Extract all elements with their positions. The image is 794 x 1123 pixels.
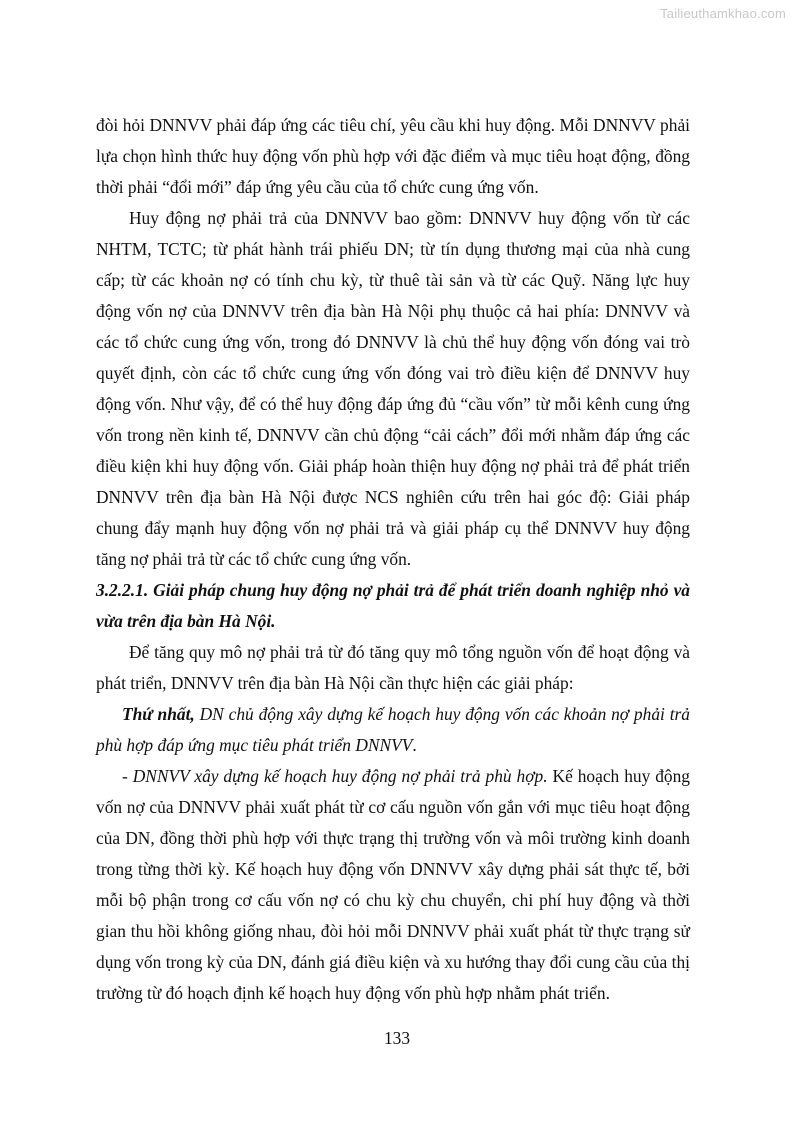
- page-body: [96, 110, 690, 1009]
- page-number: 133: [383, 1028, 411, 1048]
- first-solution-lead: Thứ nhất,: [122, 704, 195, 724]
- paragraph-first-solution: [96, 699, 690, 761]
- first-solution-period: .: [412, 735, 417, 755]
- paragraph-plan-building: [96, 761, 690, 1009]
- section-heading: 3.2.2.1. Giải pháp chung huy động nợ phải trả để phát triển doanh nghiệp nhỏ và vừa trên địa bàn Hà Nội.: [96, 580, 690, 631]
- paragraph-continuation: đòi hỏi DNNVV phải đáp ứng các tiêu chí, yêu cầu khi huy động. Mỗi DNNVV phải lựa chọn hình thức huy động vốn phù hợp với đặc điểm và mục tiêu hoạt động, đồng thời phải “đổi mới” đáp ứng yêu cầu của tổ chức cung ứng vốn.: [96, 115, 690, 197]
- paragraph-debt-mobilization: Huy động nợ phải trả của DNNVV bao gồm: DNNVV huy động vốn từ các NHTM, TCTC; từ phát hành trái phiếu DN; từ tín dụng thương mại của nhà cung cấp; từ các khoản nợ có tính chu kỳ, từ thuê tài sản và từ các Quỹ. Năng lực huy động vốn nợ của DNNVV trên địa bàn Hà Nội phụ thuộc cả hai phía: DNNVV và các tổ chức cung ứng vốn, trong đó DNNVV là chủ thể huy động vốn đóng vai trò quyết định, còn các tổ chức cung ứng vốn đóng vai trò điều kiện để DNNVV huy động vốn. Như vậy, để có thể huy động đáp ứng đủ “cầu vốn” từ mỗi kênh cung ứng vốn trong nền kinh tế, DNNVV cần chủ động “cải cách” đổi mới nhằm đáp ứng các điều kiện khi huy động vốn. Giải pháp hoàn thiện huy động nợ phải trả để phát triển DNNVV trên địa bàn Hà Nội được NCS nghiên cứu trên hai góc độ: Giải pháp chung đẩy mạnh huy động vốn nợ phải trả và giải pháp cụ thể DNNVV huy động tăng nợ phải trả từ các tổ chức cung ứng vốn.: [96, 208, 690, 569]
- first-solution-text: DN chủ động xây dựng kế hoạch huy động vốn các khoản nợ phải trả phù hợp đáp ứng mục tiêu phát triển DNNVV: [96, 704, 690, 755]
- plan-building-text: Kế hoạch huy động vốn nợ của DNNVV phải xuất phát từ cơ cấu nguồn vốn gắn với mục tiêu hoạt động của DN, đồng thời phù hợp với thực trạng thị trường vốn và môi trường kinh doanh trong từng thời kỳ. Kế hoạch huy động vốn DNNVV xây dựng phải sát thực tế, bởi mỗi bộ phận trong cơ cấu vốn nợ có chu kỳ chu chuyển, chi phí huy động và thời gian thu hồi không giống nhau, đòi hỏi mỗi DNNVV phải xuất phát từ thực trạng sử dụng vốn trong kỳ của DN, đánh giá điều kiện và xu hướng thay đổi cung cầu của thị trường từ đó hoạch định kế hoạch huy động vốn phù hợp nhằm phát triển.: [96, 766, 691, 1003]
- plan-building-lead: - DNNVV xây dựng kế hoạch huy động nợ phải trả phù hợp.: [122, 766, 548, 786]
- paragraph-intro-solutions: Để tăng quy mô nợ phải trả từ đó tăng quy mô tổng nguồn vốn để hoạt động và phát triển, DNNVV trên địa bàn Hà Nội cần thực hiện các giải pháp:: [96, 642, 690, 693]
- watermark: Tailieuthamkhao.com: [660, 6, 786, 21]
